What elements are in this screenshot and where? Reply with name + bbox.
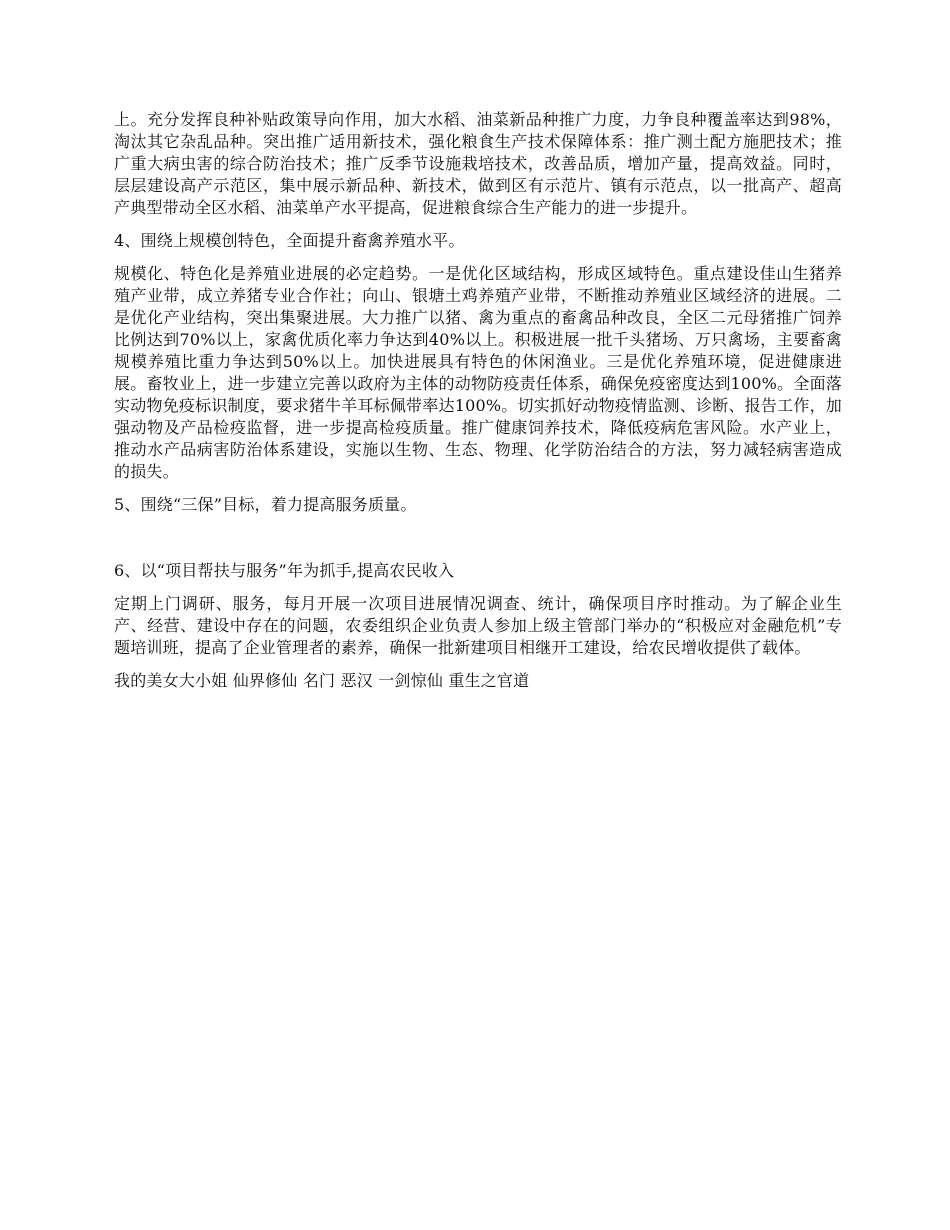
related-links (114, 670, 842, 692)
heading-project-support: 6、以“项目帮扶与服务”年为抓手,提高农民收入 (114, 561, 455, 580)
heading-service-quality: 5、围绕“三保”目标，着力提高服务质量。 (114, 495, 417, 514)
heading-livestock: 4、围绕上规模创特色，全面提升畜禽养殖水平。 (114, 231, 465, 250)
related-link[interactable]: 仙界修仙 (232, 671, 298, 690)
related-link[interactable]: 我的美女大小姐 (114, 671, 228, 690)
paragraph-grain-production: 上。充分发挥良种补贴政策导向作用，加大水稻、油菜新品种推广力度，力争良种覆盖率达到98%，淘汰其它杂乱品种。突出推广适用新技术，强化粮食生产技术保障体系：推广测土配方施肥技术；推广重大病虫害的综合防治技术；推广反季节设施栽培技术，改善品质，增加产量，提高效益。同时，层层建设高产示范区，集中展示新品种、新技术，做到区有示范片、镇有示范点，以一批高产、超高产典型带动全区水稻、油菜单产水平提高，促进粮食综合生产能力的进一步提升。 (114, 110, 842, 217)
paragraph-livestock: 规模化、特色化是养殖业进展的必定趋势。一是优化区域结构，形成区域特色。重点建设佳山生猪养殖产业带，成立养猪专业合作社；向山、银塘土鸡养殖产业带，不断推动养殖业区域经济的进展。二是优化产业结构，突出集聚进展。大力推广以猪、禽为重点的畜禽品种改良，全区二元母猪推广饲养比例达到70%以上，家禽优质化率力争达到40%以上。积极进展一批千头猪场、万只禽场，主要畜禽规模养殖比重力争达到50%以上。加快进展具有特色的休闲渔业。三是优化养殖环境，促进健康进展。畜牧业上，进一步建立完善以政府为主体的动物防疫责任体系，确保免疫密度达到100%。全面落实动物免疫标识制度，要求猪牛羊耳标佩带率达100%。切实抓好动物疫情监测、诊断、报告工作，加强动物及产品检疫监督，进一步提高检疫质量。推广健康饲养技术，降低疫病危害风险。水产业上，推动水产品病害防治体系建设，实施以生物、生态、物理、化学防治结合的方法，努力减轻病害造成的损失。 (114, 264, 842, 481)
document-body (114, 109, 842, 692)
related-link[interactable]: 重生之官道 (448, 671, 530, 690)
related-link[interactable]: 一剑惊仙 (378, 671, 444, 690)
section-gap (114, 527, 842, 560)
paragraph-project-support: 定期上门调研、服务，每月开展一次项目进展情况调查、统计，确保项目序时推动。为了解企业生产、经营、建设中存在的问题，农委组织企业负责人参加上级主管部门举办的“积极应对金融危机”专题培训班，提高了企业管理者的素养，确保一批新建项目相继开工建设，给农民增收提供了载体。 (114, 594, 842, 657)
related-link[interactable]: 恶汉 (340, 671, 373, 690)
related-link[interactable]: 名门 (302, 671, 336, 690)
